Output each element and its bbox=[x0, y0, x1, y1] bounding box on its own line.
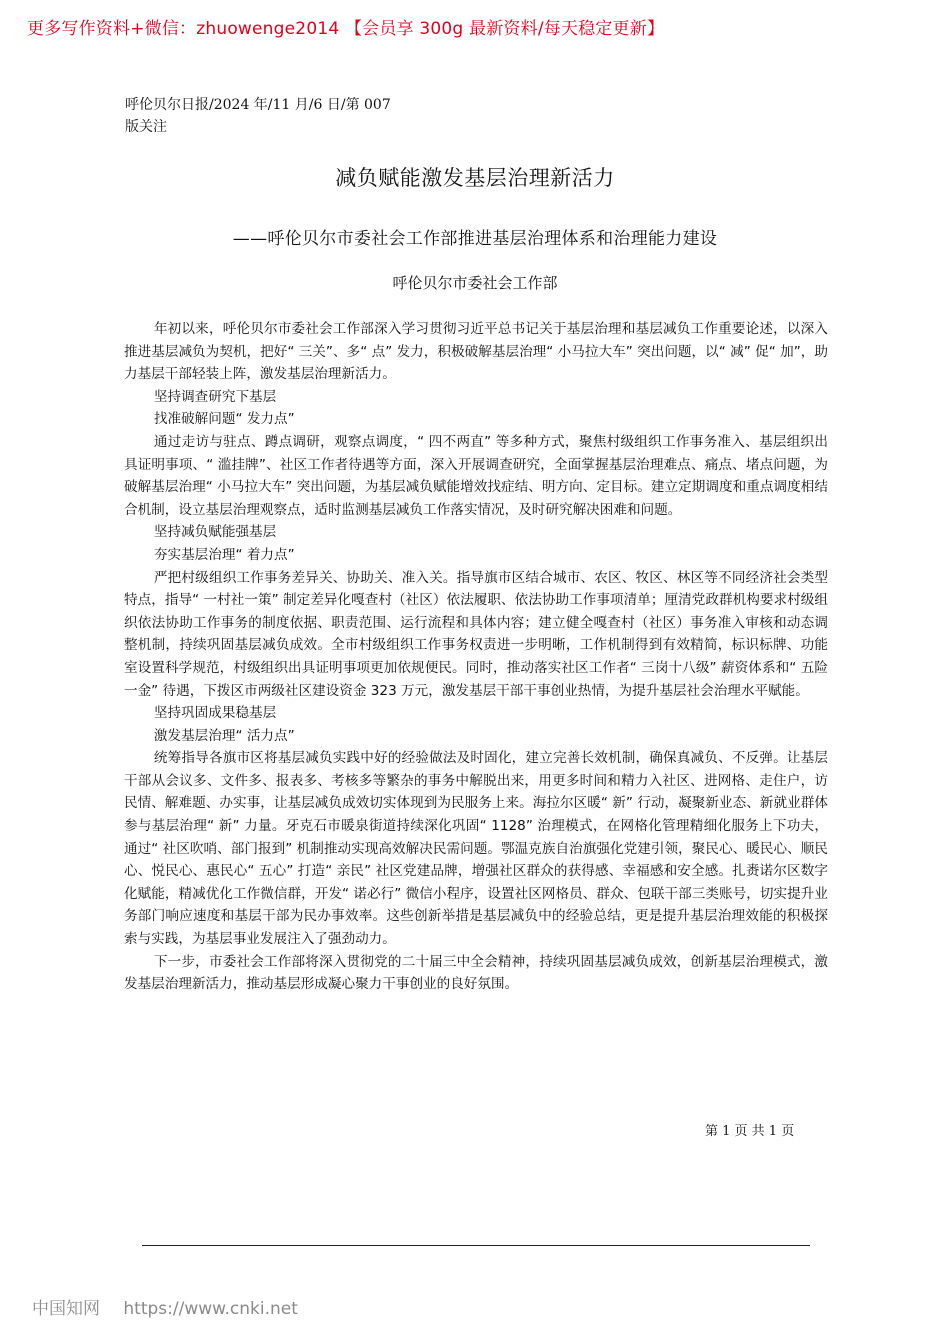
paragraph: 年初以来，呼伦贝尔市委社会工作部深入学习贯彻习近平总书记关于基层治理和基层减负工作重要论述，以深入推进基层减负为契机，把好“ 三关”、多“ 点” 发力，积极破解基层治理“ 小马拉大车” 突出问题，以“ 减” 促“ 加”，助力基层干部轻装上阵，激发基层治理新活力。 bbox=[124, 321, 828, 383]
site-name: 中国知网 bbox=[32, 1299, 100, 1319]
section-heading: 坚持调查研究下基层 bbox=[153, 388, 277, 405]
source-line-1: 呼伦贝尔日报/2024 年/11 月/6 日/第 007 bbox=[125, 97, 391, 113]
source-info bbox=[125, 94, 425, 138]
footer-divider bbox=[142, 1245, 810, 1246]
paragraph: 统筹指导各旗市区将基层减负实践中好的经验做法及时固化，建立完善长效机制，确保真减负、不反弹。让基层干部从会议多、文件多、报表多、考核多等繁杂的事务中解脱出来，用更多时间和精力入社区、进网格、走住户，访民情、解难题、办实事，让基层减负成效切实体现到为民服务上来。海拉尔区暖“ 新” 行动，凝聚新业态、新就业群体参与基层治理“ 新” 力量。牙克石市暖泉街道持续深化巩固“ 1128” 治理模式，在网格化管理精细化服务上下功夫，通过“ 社区吹哨、部门报到” 机制推动实现高效解决民需问题。鄂温克族自治旗强化党建引领，聚民心、暖民心、顺民心、悦民心、惠民心“ 五心” 打造“ 亲民” 社区党建品牌，增强社区群众的获得感、幸福感和安全感。扎赉诺尔区数字化赋能，精减优化工作微信群，开发“ 诺必行” 微信小程序，设置社区网格员、群众、包联干部三类账号，切实提升业务部门响应速度和基层干部为民办事效率。这些创新举措是基层减负中的经验总结，更是提升基层治理效能的积极探索与实践，为基层事业发展注入了强劲动力。 bbox=[124, 750, 828, 948]
promo-banner: 更多写作资料+微信：zhuowenge2014 【会员享 300g 最新资料/每天稳定更新】 bbox=[27, 19, 665, 39]
section-subheading: 激发基层治理“ 活力点” bbox=[153, 727, 295, 744]
page-number: 第 1 页 共 1 页 bbox=[705, 1124, 795, 1139]
paragraph: 严把村级组织工作事务差异关、协助关、准入关。指导旗市区结合城市、农区、牧区、林区等不同经济社会类型特点，指导“ 一村社一策” 制定差异化嘎查村（社区）依法履职、依法协助工作事项清单；厘清党政群机构要求村级组织依法协助工作事务的制度依据、职责范围、运行流程和具体内容；建立健全嘎查村（社区）事务准入审核和动态调整机制，持续巩固基层减负成效。全市村级组织工作事务权责进一步明晰，工作机制得到有效精简，标识标牌、功能室设置科学规范，村级组织出具证明事项更加依规便民。同时，推动落实社区工作者“ 三岗十八级” 薪资体系和“ 五险一金” 待遇，下拨区市两级社区建设资金 323 万元，激发基层干部干事创业热情，为提升基层社会治理水平赋能。 bbox=[124, 569, 828, 699]
section-subheading: 夯实基层治理“ 着力点” bbox=[153, 546, 295, 563]
footer bbox=[32, 1294, 316, 1319]
section-heading: 坚持巩固成果稳基层 bbox=[153, 705, 277, 722]
article-subtitle: ——呼伦贝尔市委社会工作部推进基层治理体系和治理能力建设 bbox=[232, 229, 718, 249]
paragraph: 下一步，市委社会工作部将深入贯彻党的二十届三中全会精神，持续巩固基层减负成效，创新基层治理模式，激发基层治理新活力，推动基层形成凝心聚力干事创业的良好氛围。 bbox=[124, 953, 828, 993]
article-body bbox=[124, 318, 828, 996]
section-heading: 坚持减负赋能强基层 bbox=[153, 524, 277, 541]
article-author: 呼伦贝尔市委社会工作部 bbox=[392, 274, 558, 292]
article-title: 减负赋能激发基层治理新活力 bbox=[335, 166, 615, 190]
paragraph: 通过走访与驻点、蹲点调研，观察点调度，“ 四不两直” 等多种方式，聚焦村级组织工作事务准入、基层组织出具证明事项、“ 滥挂牌”、社区工作者待遇等方面，深入开展调查研究，全面掌握基层治理难点、痛点、堵点问题，为破解基层治理“ 小马拉大车” 突出问题，为基层减负赋能增效找症结、明方向、定目标。建立定期调度和重点调度相结合机制，设立基层治理观察点，适时监测基层减负工作落实情况，及时研究解决困难和问题。 bbox=[124, 433, 828, 518]
section-subheading: 找准破解问题“ 发力点” bbox=[153, 411, 295, 428]
source-line-2: 版关注 bbox=[125, 119, 167, 135]
site-url-link[interactable]: https://www.cnki.net bbox=[123, 1299, 298, 1319]
